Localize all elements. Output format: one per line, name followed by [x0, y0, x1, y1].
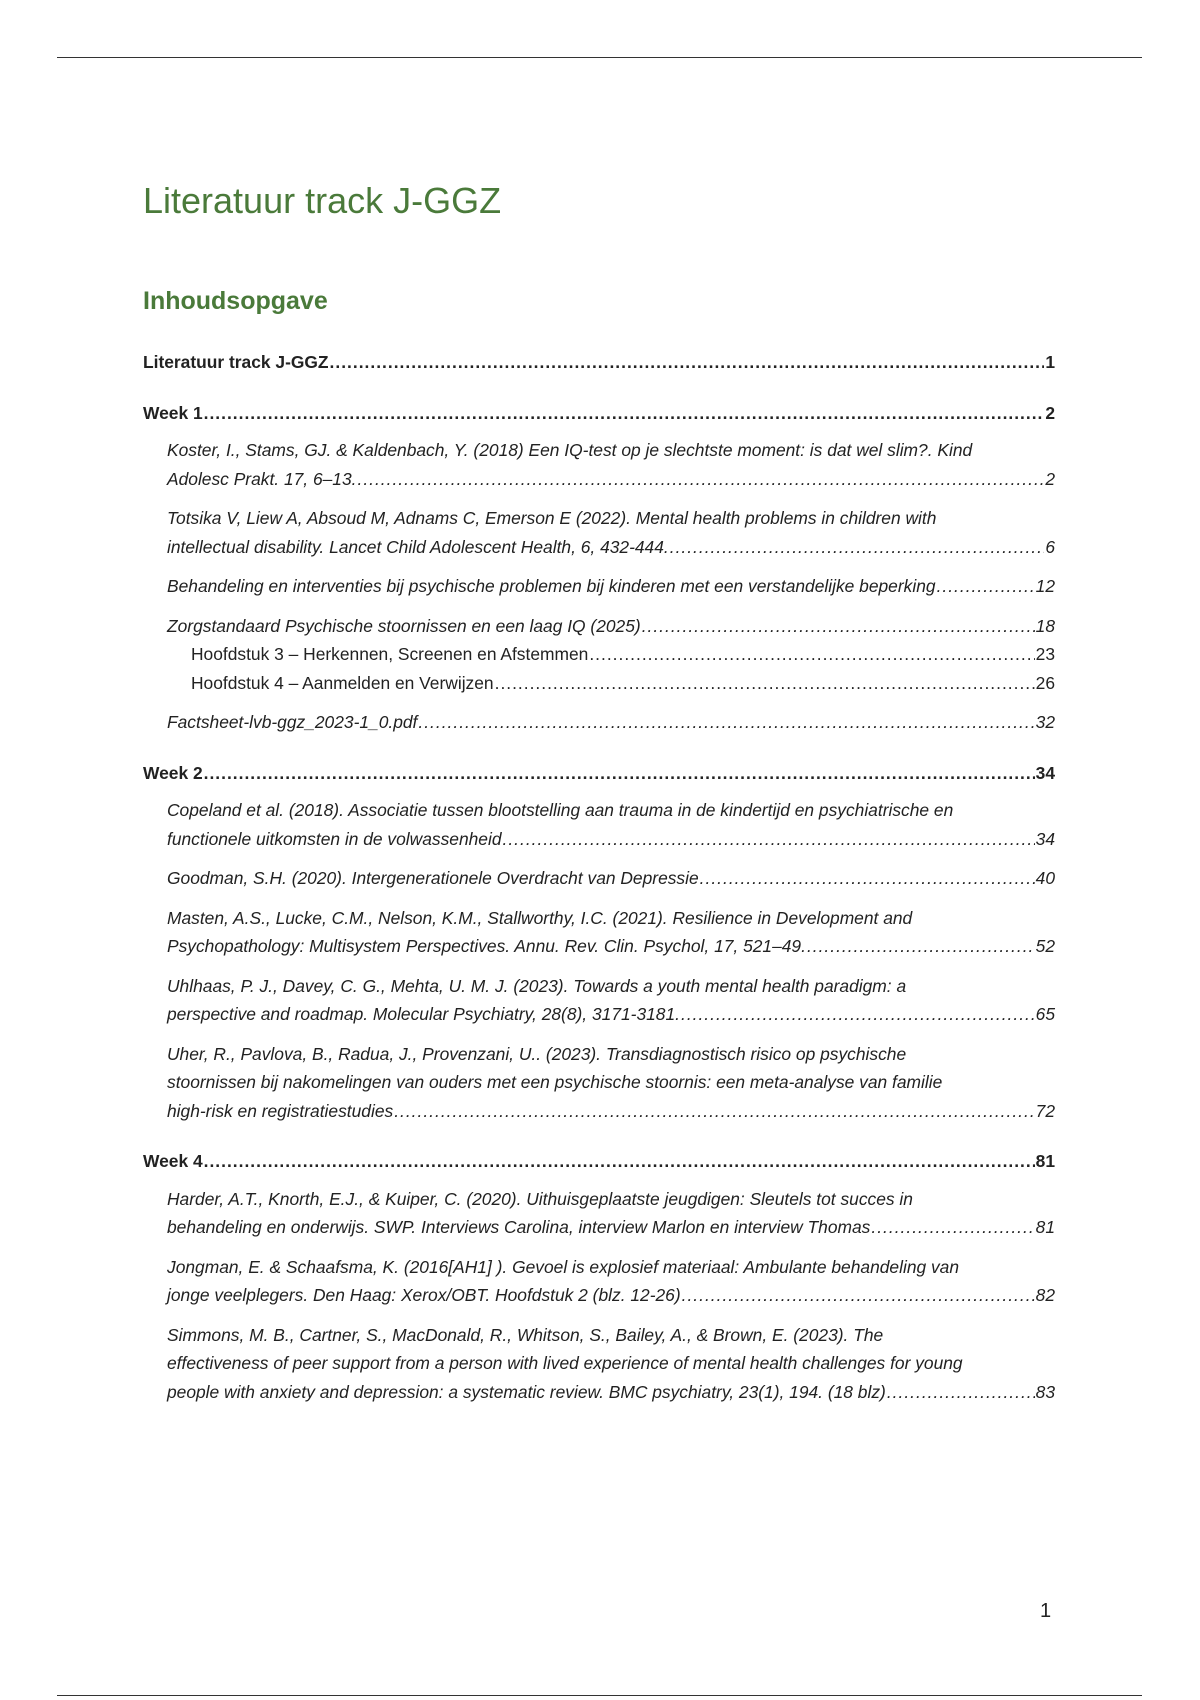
- toc-entry-uhlhaas[interactable]: [143, 972, 1055, 1029]
- toc-entry-text-line: Copeland et al. (2018). Associatie tussen blootstelling aan trauma in de kindertijd en psychiatrische en: [167, 800, 954, 820]
- toc-entry-week-4[interactable]: [143, 1147, 1055, 1176]
- toc-entry-text: Psychopathology: Multisystem Perspectives. Annu. Rev. Clin. Psychol, 17, 521–49.: [167, 936, 806, 956]
- toc-entry-text: Hoofdstuk 4 – Aanmelden en Verwijzen: [191, 672, 494, 693]
- toc-page-number: 23: [1035, 644, 1055, 664]
- toc-entry-text-line: Simmons, M. B., Cartner, S., MacDonald, R., Whitson, S., Bailey, A., & Brown, E. (2023). The: [167, 1324, 884, 1345]
- toc-entry-text: Behandeling en interventies bij psychische problemen bij kinderen met een verstandelijke beperking: [167, 576, 936, 596]
- toc-entry-text: people with anxiety and depression: a systematic review. BMC psychiatry, 23(1), 194. (18 blz): [167, 1381, 886, 1402]
- toc-leader: [670, 533, 1045, 562]
- toc-entry-text-line: Uhlhaas, P. J., Davey, C. G., Mehta, U. M. J. (2023). Towards a youth mental health paradigm: a: [167, 975, 907, 996]
- toc-page-number: 65: [1035, 1004, 1055, 1024]
- toc-heading: Inhoudsopgave: [143, 287, 328, 315]
- toc-page-number: 52: [1035, 936, 1055, 956]
- toc-entry-uher[interactable]: [143, 1040, 1055, 1126]
- toc-page-number: 18: [1035, 615, 1055, 636]
- toc-leader: [887, 1378, 1035, 1407]
- toc-entry-totsika[interactable]: [143, 504, 1055, 561]
- toc-entry-hoofdstuk-4[interactable]: [143, 669, 1055, 698]
- toc-entry-title[interactable]: [143, 348, 1055, 377]
- toc-leader: [700, 864, 1035, 893]
- toc-entry-text: Literatuur track J-GGZ: [143, 352, 329, 372]
- toc-page-number: 81: [1035, 1217, 1055, 1237]
- toc-entry-text: Adolesc Prakt. 17, 6–13.: [167, 468, 357, 489]
- toc-leader: [642, 612, 1035, 641]
- toc-page-number: 81: [1035, 1151, 1055, 1171]
- toc-entry-text: Factsheet-lvb-ggz_2023-1_0.pdf: [167, 712, 418, 732]
- toc-entry-text: Week 2: [143, 762, 203, 783]
- toc-leader: [204, 1147, 1035, 1176]
- toc-leader: [682, 1281, 1035, 1310]
- toc-entry-koster[interactable]: [143, 436, 1055, 493]
- toc-entry-text: functionele uitkomsten in de volwassenheid: [167, 828, 502, 849]
- document-title: Literatuur track J-GGZ: [143, 180, 502, 221]
- toc-entry-behandeling[interactable]: [143, 572, 1055, 601]
- toc-entry-text-line: Masten, A.S., Lucke, C.M., Nelson, K.M., Stallworthy, I.C. (2021). Resilience in Development and: [167, 907, 913, 928]
- toc-entry-week-2[interactable]: [143, 759, 1055, 788]
- toc-entry-text: Goodman, S.H. (2020). Intergenerationele Overdracht van Depressie: [167, 868, 699, 888]
- toc-entry-text: high-risk en registratiestudies: [167, 1100, 394, 1121]
- toc-entry-text-line: stoornissen bij nakomelingen van ouders met een psychische stoornis: een meta-analyse van familie: [167, 1072, 943, 1092]
- toc-entry-text: Zorgstandaard Psychische stoornissen en een laag IQ (2025): [167, 615, 641, 636]
- header-rule: [57, 57, 1142, 58]
- toc-page-number: 6: [1045, 536, 1055, 557]
- toc-page-number: 72: [1035, 1100, 1055, 1121]
- toc-leader: [937, 572, 1035, 601]
- toc-leader: [589, 640, 1034, 669]
- toc-entry-text-line: Uher, R., Pavlova, B., Radua, J., Provenzani, U.. (2023). Transdiagnostisch risico op psychische: [167, 1043, 907, 1064]
- toc-leader: [330, 348, 1045, 377]
- toc-entry-text: intellectual disability. Lancet Child Adolescent Health, 6, 432-444.: [167, 536, 669, 557]
- toc-entry-jongman[interactable]: [143, 1253, 1055, 1310]
- toc-entry-text: behandeling en onderwijs. SWP. Interviews Carolina, interview Marlon en interview Thomas: [167, 1217, 871, 1237]
- toc-entry-simmons[interactable]: [143, 1321, 1055, 1407]
- toc-entry-text: Week 4: [143, 1151, 203, 1171]
- toc-page-number: 2: [1045, 402, 1055, 423]
- toc-page-number: 83: [1035, 1381, 1055, 1402]
- toc-page-number: 26: [1035, 672, 1055, 693]
- toc-entry-text: Week 1: [143, 402, 203, 423]
- toc-page-number: 40: [1035, 868, 1055, 888]
- toc-page-number: 34: [1035, 762, 1055, 783]
- toc-page-number: 82: [1035, 1285, 1055, 1305]
- toc-entry-text-line: Totsika V, Liew A, Absoud M, Adnams C, Emerson E (2022). Mental health problems in children with: [167, 508, 937, 528]
- toc-entry-goodman[interactable]: [143, 864, 1055, 893]
- toc-page-number: 32: [1035, 712, 1055, 732]
- toc-entry-text-line: Jongman, E. & Schaafsma, K. (2016[AH1] ). Gevoel is explosief materiaal: Ambulante behandeling van: [167, 1256, 960, 1277]
- toc-entry-week-1[interactable]: [143, 399, 1055, 428]
- toc-leader: [503, 825, 1035, 854]
- toc-page-number: 2: [1045, 468, 1055, 489]
- toc-entry-text-line: effectiveness of peer support from a person with lived experience of mental health challenges for young: [167, 1353, 963, 1373]
- toc-leader: [871, 1213, 1034, 1242]
- toc-entry-zorgstandaard[interactable]: [143, 612, 1055, 641]
- toc-entry-masten[interactable]: [143, 904, 1055, 961]
- toc-leader: [357, 465, 1044, 494]
- table-of-contents: [143, 348, 1055, 1406]
- toc-leader: [681, 1000, 1035, 1029]
- page-number: 1: [1040, 1600, 1052, 1622]
- toc-entry-text: Hoofdstuk 3 – Herkennen, Screenen en Afstemmen: [191, 644, 589, 664]
- toc-entry-text: perspective and roadmap. Molecular Psychiatry, 28(8), 3171-3181.: [167, 1004, 680, 1024]
- toc-leader: [204, 759, 1035, 788]
- toc-leader: [394, 1097, 1034, 1126]
- toc-page-number: 1: [1045, 352, 1055, 372]
- toc-leader: [204, 399, 1045, 428]
- toc-entry-text-line: Koster, I., Stams, GJ. & Kaldenbach, Y. (2018) Een IQ-test op je slechtste moment: is dat wel slim?. Kind: [167, 440, 973, 460]
- toc-page-number: 34: [1035, 828, 1055, 849]
- toc-page-number: 12: [1035, 576, 1055, 596]
- toc-entry-hoofdstuk-3[interactable]: [143, 640, 1055, 669]
- toc-entry-factsheet[interactable]: [143, 708, 1055, 737]
- toc-leader: [495, 669, 1035, 698]
- toc-entry-text-line: Harder, A.T., Knorth, E.J., & Kuiper, C. (2020). Uithuisgeplaatste jeugdigen: Sleutels tot succes in: [167, 1188, 913, 1209]
- toc-entry-harder[interactable]: [143, 1185, 1055, 1242]
- toc-entry-copeland[interactable]: [143, 796, 1055, 853]
- footer-rule: [57, 1695, 1142, 1696]
- toc-leader: [807, 932, 1035, 961]
- toc-leader: [418, 708, 1034, 737]
- toc-entry-text: jonge veelplegers. Den Haag: Xerox/OBT. Hoofdstuk 2 (blz. 12-26): [167, 1285, 681, 1305]
